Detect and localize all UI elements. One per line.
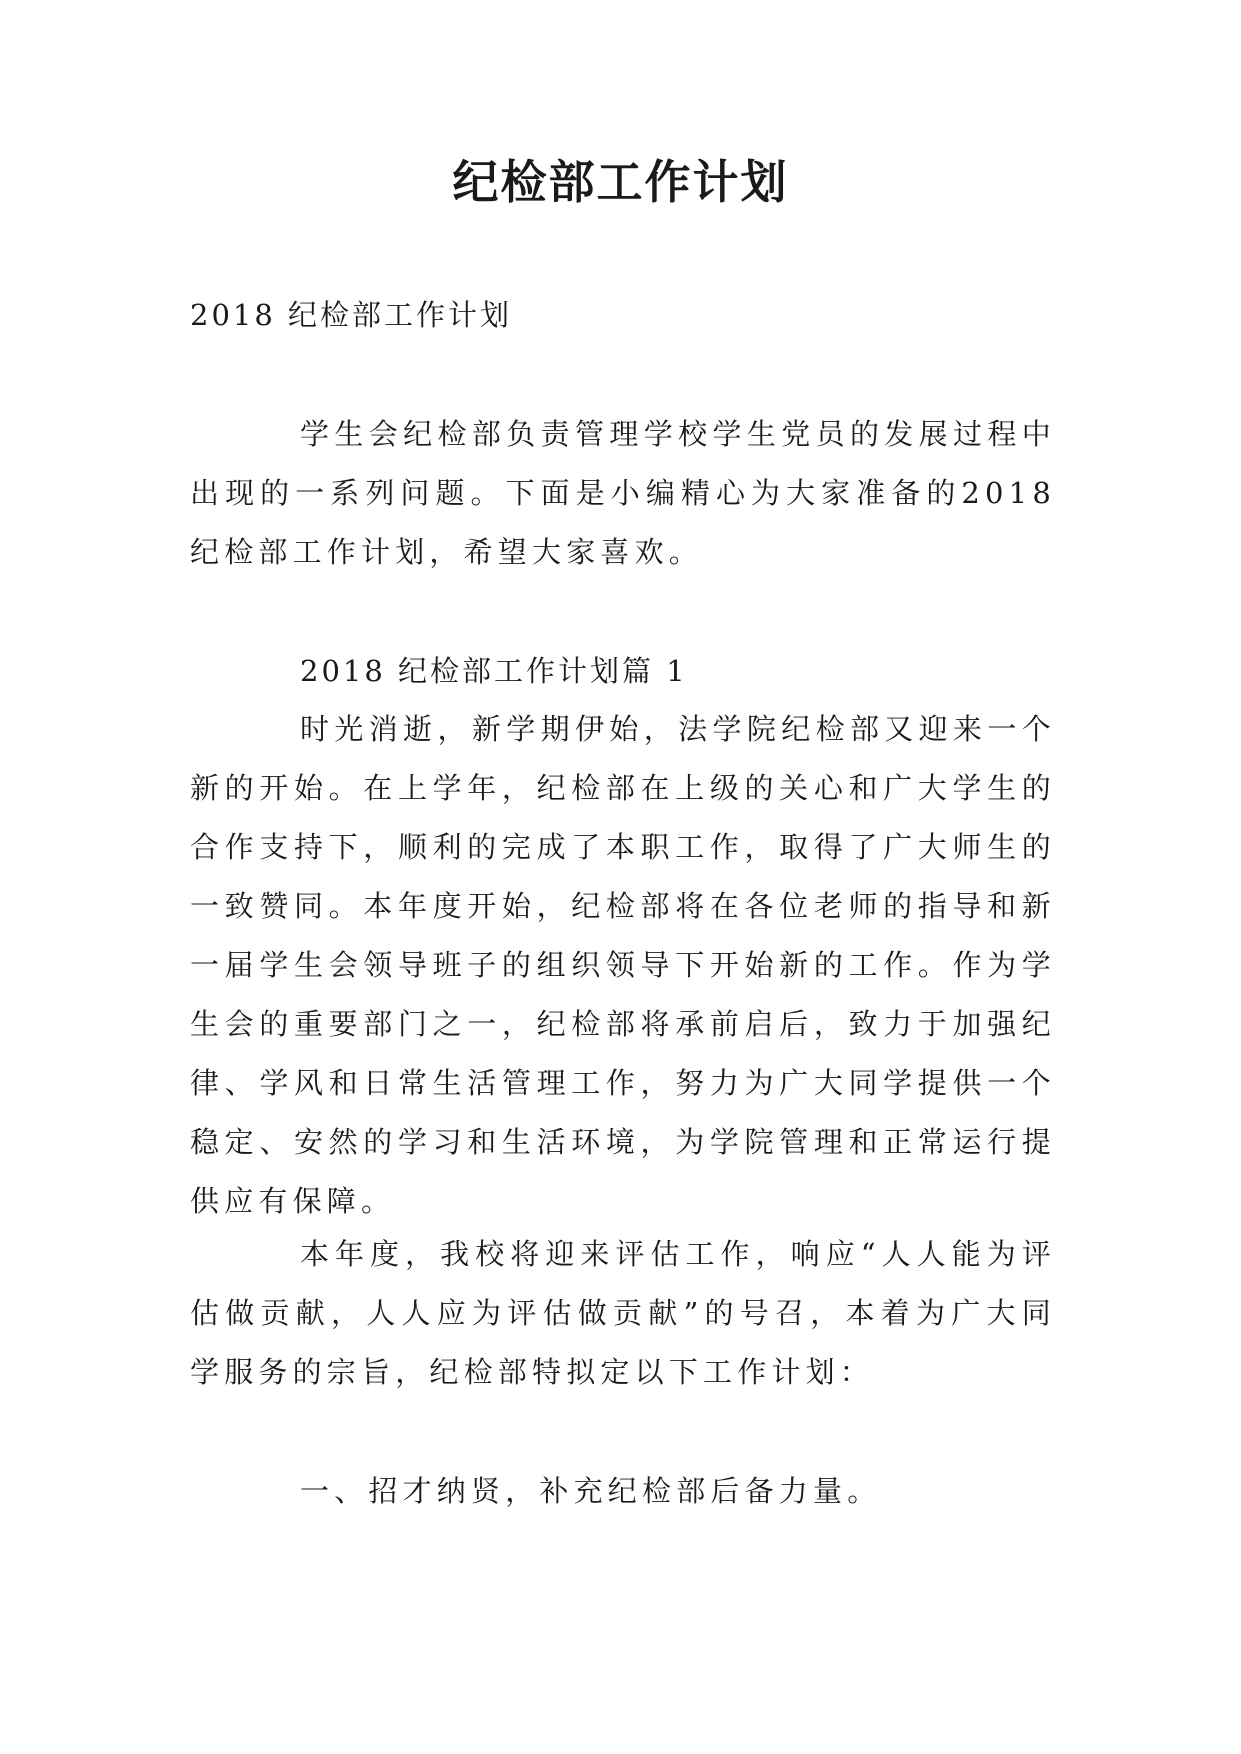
document-title: 纪检部工作计划 [452, 155, 789, 209]
section-heading: 2018 纪检部工作计划篇 1 [300, 654, 688, 688]
paragraph-intro: 学生会纪检部负责管理学校学生党员的发展过程中出现的一系列问题。下面是小编精心为大家准备的2018纪检部工作计划，希望大家喜欢。 [190, 417, 1056, 569]
paragraph-body: 时光消逝，新学期伊始，法学院纪检部又迎来一个新的开始。在上学年，纪检部在上级的关心和广大学生的合作支持下，顺利的完成了本职工作，取得了广大师生的一致赞同。本年度开始，纪检部将在各位老师的指导和新一届学生会领导班子的组织领导下开始新的工作。作为学生会的重要部门之一，纪检部将承前启后，致力于加强纪律、学风和日常生活管理工作，努力为广大同学提供一个稳定、安然的学习和生活环境，为学院管理和正常运行提供应有保障。 [190, 712, 1056, 1218]
document-subtitle: 2018 纪检部工作计划 [190, 298, 513, 332]
list-item-heading: 一、招才纳贤，补充纪检部后备力量。 [300, 1474, 882, 1508]
paragraph-body: 本年度，我校将迎来评估工作，响应“人人能为评估做贡献，人人应为评估做贡献”的号召，本着为广大同学服务的宗旨，纪检部特拟定以下工作计划： [190, 1237, 1056, 1389]
